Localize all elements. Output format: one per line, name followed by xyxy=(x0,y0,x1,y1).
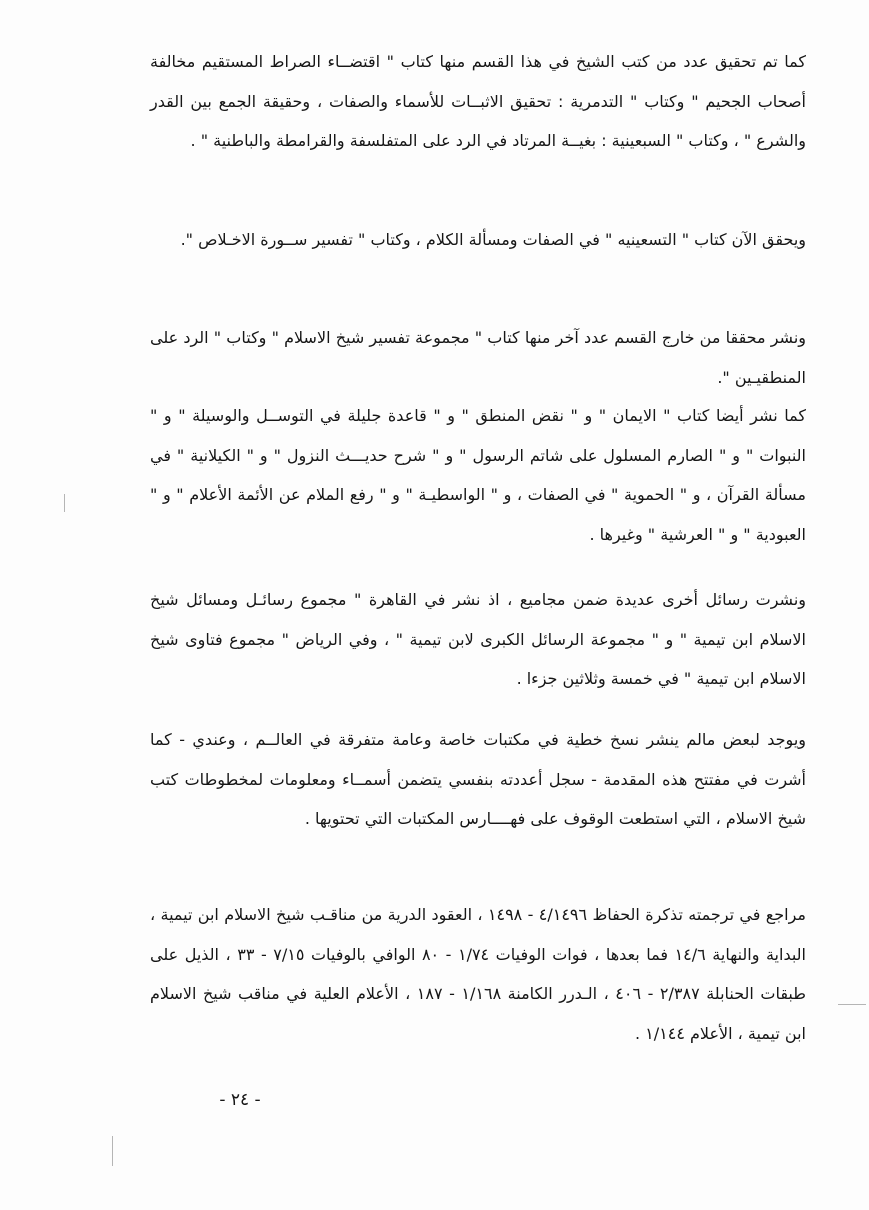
paragraph-text: ويوجد لبعض مالم ينشر نسخ خطية في مكتبات خاصة وعامة متفرقة في العالــم ، وعندي - كما أشرت في مفتتح هذه المقدمة - سجل أعددته بنفسي يتضمن أسمــاء ومعلومات لمخطوطات كتب شيخ الاسلام ، التي استطعت الوقوف على فهــــارس المكتبات التي تحتويها . xyxy=(150,730,806,828)
paragraph-references xyxy=(150,895,806,1053)
paragraph-collections xyxy=(150,580,806,699)
paragraph-text: كما تم تحقيق عدد من كتب الشيخ في هذا القسم منها كتاب " اقتضــاء الصراط المستقيم مخالفة أصحاب الجحيم " وكتاب " التدمرية : تحقيق الاثبــات للأسماء والصفات ، وحقيقة الجمع بين القدر والشرع " ، وكتاب " السبعينية : بغيــة المرتاد في الرد على المتفلسفة والقرامطة والباطنية " . xyxy=(150,52,806,150)
paragraph-also-published xyxy=(150,396,806,554)
scan-artifact-mark xyxy=(112,1136,113,1166)
paragraph-in-progress xyxy=(150,220,806,260)
paragraph-manuscripts xyxy=(150,720,806,839)
paragraph-text: ونشر محققا من خارج القسم عدد آخر منها كتاب " مجموعة تفسير شيخ الاسلام " وكتاب " الرد على المنطقيـين ". xyxy=(150,328,806,387)
scan-artifact-mark xyxy=(838,1004,866,1005)
paragraph-text: كما نشر أيضا كتاب " الايمان " و " نقض المنطق " و " قاعدة جليلة في التوســل والوسيلة " و " النبوات " و " الصارم المسلول على شاتم الرسول " و " شرح حديـــث النزول " و " الكيلانية " في مسألة القرآن ، و " الحموية " في الصفات ، و " الواسطيـة " و " رفع الملام عن الأئمة الأعلام " و " العبودية " و " العرشية " وغيرها . xyxy=(150,406,806,544)
scan-artifact-mark xyxy=(64,494,65,512)
page-number: - ٢٤ - xyxy=(219,1090,261,1110)
paragraph-edited-works xyxy=(150,42,806,161)
paragraph-outside-publications xyxy=(150,318,806,397)
paragraph-text: مراجع في ترجمته تذكرة الحفاظ ٤/١٤٩٦ - ١٤٩٨ ، العقود الدرية من مناقـب شيخ الاسلام ابن تيمية ، البداية والنهاية ١٤/٦ فما بعدها ، فوات الوفيات ١/٧٤ - ٨٠ الوافي بالوفيات ٧/١٥ - ٣٣ ، الذيل على طبقات الحنابلة ٢/٣٨٧ - ٤٠٦ ، الـدرر الكامنة ١/١٦٨ - ١٨٧ ، الأعلام العلية في مناقب شيخ الاسلام ابن تيمية ، الأعلام ١/١٤٤ . xyxy=(150,905,807,1043)
paragraph-text: ويحقق الآن كتاب " التسعينيه " في الصفات ومسألة الكلام ، وكتاب " تفسير ســورة الاخـلاص ". xyxy=(180,230,806,249)
paragraph-text: ونشرت رسائل أخرى عديدة ضمن مجاميع ، اذ نشر في القاهرة " مجموع رسائـل ومسائل شيخ الاسلام ابن تيمية " و " مجموعة الرسائل الكبرى لابن تيمية " ، وفي الرياض " مجموع فتاوى شيخ الاسلام ابن تيمية " في خمسة وثلاثين جزءا . xyxy=(150,590,806,688)
